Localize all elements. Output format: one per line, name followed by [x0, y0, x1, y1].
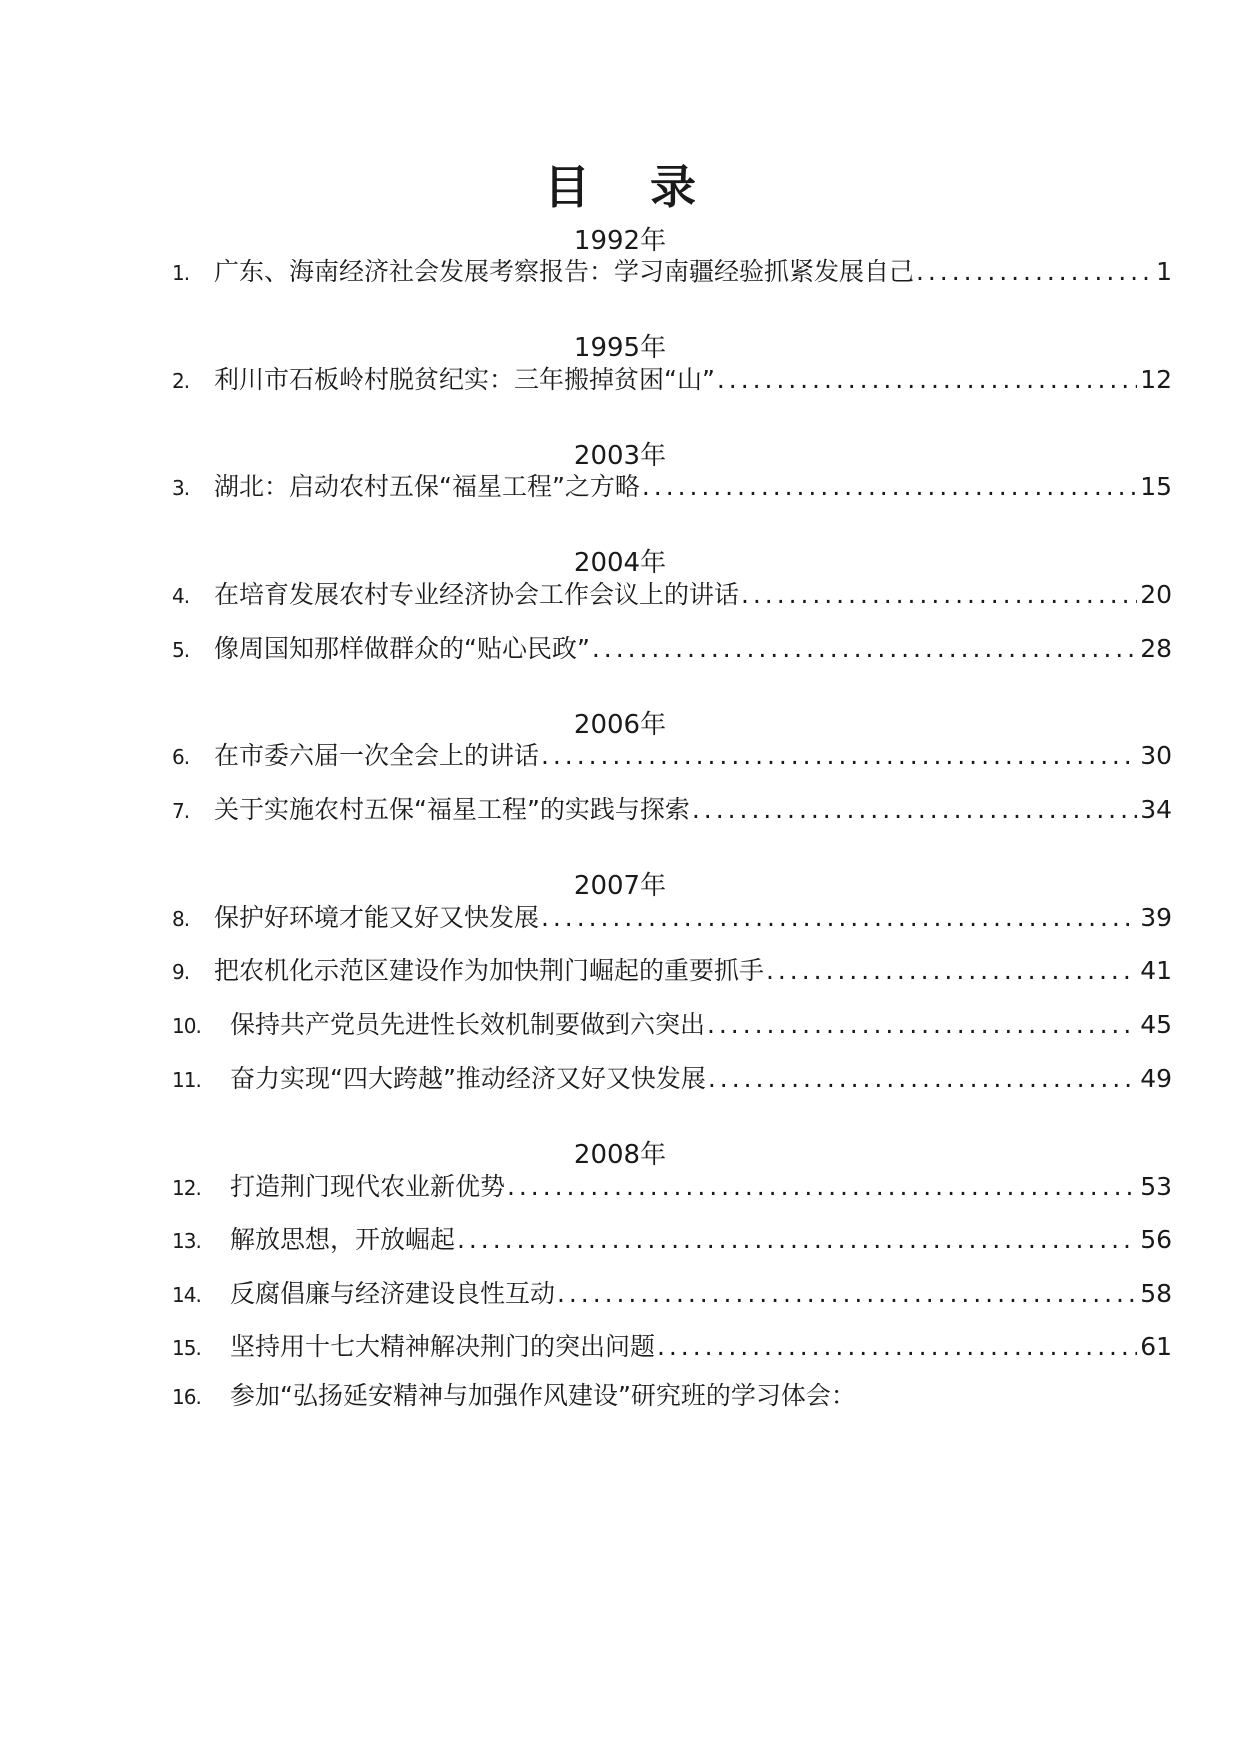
entry-page-number: 49: [1140, 1064, 1172, 1093]
dot-leader: [457, 1220, 1137, 1260]
entry-number: 13.: [172, 1229, 201, 1253]
entry-title: 像周国知那样做群众的“贴心民政”: [214, 634, 590, 663]
entry-title: 反腐倡廉与经济建设良性互动: [230, 1279, 556, 1308]
entry-page-number: 12: [1140, 365, 1172, 394]
toc-entry[interactable]: [172, 1274, 1172, 1314]
entry-page-number: 30: [1140, 741, 1172, 770]
entry-page-number: 28: [1140, 634, 1172, 663]
entry-number: 7.: [172, 799, 190, 823]
entry-title: 参加“弘扬延安精神与加强作风建设”研究班的学习体会：: [230, 1381, 856, 1410]
entry-title: 利川市石板岭村脱贫纪实：三年搬掉贫困“山”: [214, 365, 715, 394]
dot-leader: [657, 1327, 1137, 1367]
toc-entry[interactable]: [172, 790, 1172, 830]
entry-page-number: 53: [1140, 1172, 1172, 1201]
entry-title: 保持共产党员先进性长效机制要做到六突出: [230, 1010, 706, 1039]
entry-page-number: 41: [1140, 956, 1172, 985]
entry-number: 11.: [172, 1068, 201, 1092]
entry-number: 16.: [172, 1385, 201, 1409]
toc-entry[interactable]: [172, 1005, 1172, 1045]
entry-title: 坚持用十七大精神解决荆门的突出问题: [230, 1332, 656, 1361]
year-heading: 2007年: [573, 871, 667, 901]
year-heading: 2003年: [573, 441, 667, 471]
dot-leader: [916, 252, 1153, 292]
entry-title: 打造荆门现代农业新优势: [230, 1172, 506, 1201]
entry-number: 14.: [172, 1283, 201, 1307]
year-heading: 2006年: [573, 710, 667, 740]
dot-leader: [541, 736, 1137, 776]
year-heading: 1992年: [573, 226, 667, 256]
dot-leader: [766, 951, 1137, 991]
dot-leader: [707, 1005, 1137, 1045]
entry-number: 3.: [172, 476, 190, 500]
toc-entry[interactable]: [172, 1167, 1172, 1207]
entry-number: 10.: [172, 1014, 201, 1038]
entry-title: 保护好环境才能又好又快发展: [214, 903, 540, 932]
entry-number: 15.: [172, 1336, 201, 1360]
toc-entry[interactable]: [172, 1220, 1172, 1260]
entry-page-number: 1: [1156, 257, 1172, 286]
toc-entry[interactable]: [172, 629, 1172, 669]
entry-title: 广东、海南经济社会发展考察报告：学习南疆经验抓紧发展自己: [214, 257, 915, 286]
entry-title: 奋力实现“四大跨越”推动经济又好又快发展: [230, 1064, 706, 1093]
entry-number: 5.: [172, 638, 190, 662]
toc-entry[interactable]: [172, 898, 1172, 938]
entry-page-number: 61: [1140, 1332, 1172, 1361]
entry-page-number: 58: [1140, 1279, 1172, 1308]
dot-leader: [557, 1274, 1137, 1314]
toc-entry[interactable]: [172, 360, 1172, 400]
year-heading: 2004年: [573, 548, 667, 578]
year-heading: 2008年: [573, 1140, 667, 1170]
entry-number: 8.: [172, 907, 190, 931]
dot-leader: [507, 1167, 1137, 1207]
toc-entry[interactable]: [172, 252, 1172, 292]
entry-title: 湖北：启动农村五保“福星工程”之方略: [214, 472, 640, 501]
toc-entry[interactable]: [172, 1376, 1172, 1416]
dot-leader: [642, 467, 1137, 507]
entry-number: 4.: [172, 584, 190, 608]
dot-leader: [692, 790, 1137, 830]
toc-entry[interactable]: [172, 951, 1172, 991]
dot-leader: [741, 575, 1137, 615]
year-heading: 1995年: [573, 333, 667, 363]
toc-entry[interactable]: [172, 1059, 1172, 1099]
entry-title: 在市委六届一次全会上的讲话: [214, 741, 540, 770]
entry-number: 12.: [172, 1176, 201, 1200]
entry-page-number: 34: [1140, 795, 1172, 824]
toc-entry[interactable]: [172, 575, 1172, 615]
entry-title: 把农机化示范区建设作为加快荆门崛起的重要抓手: [214, 956, 765, 985]
entry-number: 1.: [172, 261, 190, 285]
entry-number: 9.: [172, 960, 190, 984]
entry-page-number: 39: [1140, 903, 1172, 932]
dot-leader: [541, 898, 1137, 938]
toc-entry[interactable]: [172, 736, 1172, 776]
entry-title: 关于实施农村五保“福星工程”的实践与探索: [214, 795, 690, 824]
entry-page-number: 45: [1140, 1010, 1172, 1039]
dot-leader: [708, 1059, 1137, 1099]
entry-title: 在培育发展农村专业经济协会工作会议上的讲话: [214, 580, 740, 609]
entry-page-number: 56: [1140, 1225, 1172, 1254]
entry-title: 解放思想，开放崛起: [230, 1225, 456, 1254]
dot-leader: [592, 629, 1137, 669]
entry-number: 6.: [172, 745, 190, 769]
dot-leader: [717, 360, 1137, 400]
toc-entry[interactable]: [172, 1327, 1172, 1367]
entry-page-number: 20: [1140, 580, 1172, 609]
page-title: 目 录: [543, 160, 718, 214]
toc-entry[interactable]: [172, 467, 1172, 507]
entry-number: 2.: [172, 369, 190, 393]
entry-page-number: 15: [1140, 472, 1172, 501]
